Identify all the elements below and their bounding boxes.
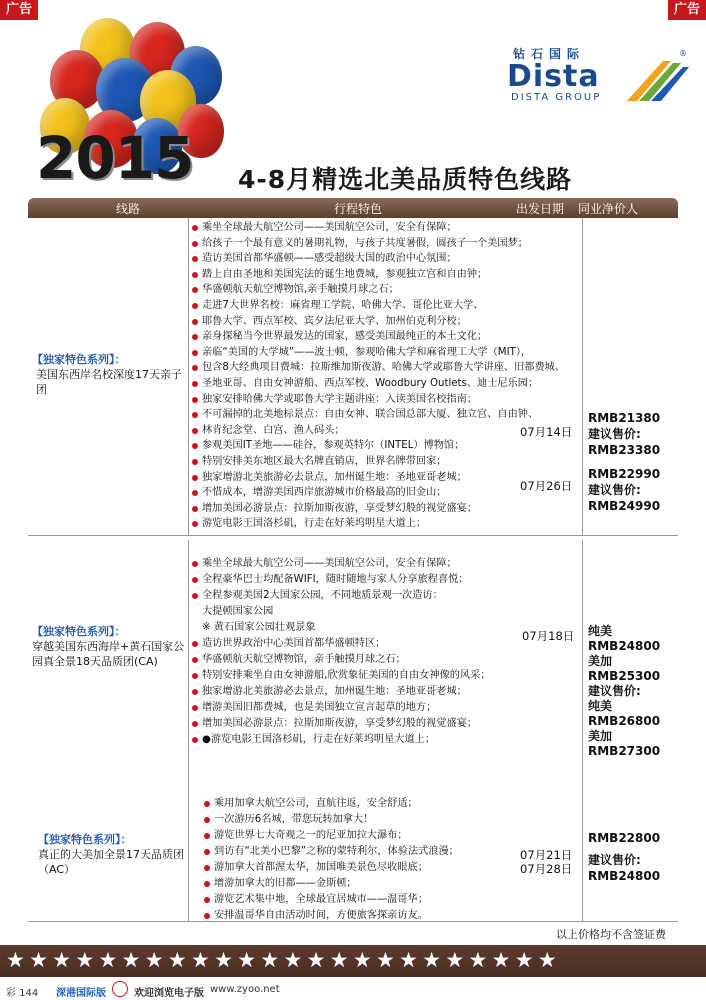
price-cell [588,624,678,759]
table-row [28,790,678,922]
header-features: 行程特色 [334,202,383,216]
feature-item: 耶鲁大学、西点军校、宾夕法尼亚大学、加州伯克利分校； [192,314,565,330]
suggest-label: 建议售价: [588,427,641,441]
logo-cn-text: 钻石国际 [513,47,586,61]
features-list [204,796,459,924]
header-route: 线路 [116,202,141,216]
net-price: RMB21380 [588,411,661,425]
route-tag: 【独家特色系列】： [32,625,126,638]
feature-item: 造访世界政治中心美国首都华盛顿特区； [192,636,491,652]
route-tag: 【独家特色系列】： [38,833,132,846]
feature-item: 增游美国旧都费城，也是美国独立宣言起草的地方； [192,700,491,716]
departure-date: 07月21日 [520,848,573,862]
feature-item: 踏上自由圣地和美国宪法的诞生地费城，参观独立宫和自由钟； [192,267,565,283]
route-name: 真正的大美加全景17天品质团（AC） [38,848,184,876]
registered-mark: ® [679,49,687,58]
title-headline: 4-8月精选北美品质特色线路 [238,165,573,194]
route-cell [32,352,186,397]
footer-brand: 深港国际版 [56,988,106,999]
route-name: 美国东西岸名校深度17天亲子团 [36,368,182,396]
feature-item: 全程豪华巴士均配备WIFI，随时随地与家人分享旅程喜悦； [192,572,491,588]
footer-url[interactable]: www.zyoo.net [210,984,280,995]
star-row: ★★★★★★★★★★★★★★★★★★★★★★★★ [6,948,562,972]
feature-item: 增游加拿大的旧都——金斯顿； [204,876,459,892]
price-cell [588,830,660,884]
table-header [28,198,678,218]
feature-item: 华盛顿航天航空博物馆，亲手触摸月球之石； [192,652,491,668]
table-row [28,540,678,790]
route-cell [38,832,188,877]
dista-logo [505,45,690,105]
feature-item: 华盛顿航天航空博物馆,亲手触摸月球之石； [192,282,565,298]
departure-date: 07月26日 [520,479,573,493]
feature-item: 乘坐全球最大航空公司——美国航空公司，安全有保障； [192,556,491,572]
ad-label-right: 广告 [668,0,706,20]
feature-item: 特别安排乘坐自由女神游船,欣赏象征美国的自由女神像的风采； [192,668,491,684]
price-cell [588,410,660,458]
page-footer [0,980,706,1000]
feature-item: 亲临“美国的大学城”——波士顿，参观哈佛大学和麻省理工大学（MIT）， [192,345,565,361]
table-row [28,218,678,536]
feature-item: 乘坐全球最大航空公司——美国航空公司，安全有保障； [192,220,565,236]
route-cell [32,624,186,669]
net-price-ca: 美加RMB25300 [588,654,661,683]
feature-item: ※ 黄石国家公园壮观景象 [202,622,316,633]
feature-item: 增加美国必游景点：拉斯加斯夜游，享受梦幻般的视觉盛宴； [192,501,565,517]
page-number: 彩 144 [6,988,39,999]
feature-item: 游览世界七大奇观之一的尼亚加拉大瀑布； [204,828,459,844]
feature-item: 一次游历6名城，带您玩转加拿大！ [204,812,459,828]
feature-item: 游览电影王国洛杉矶，行走在好莱坞明星大道上； [192,516,565,532]
suggest-price: RMB24800 [588,869,661,883]
feature-item: 增加美国必游景点：拉斯加斯夜游，享受梦幻般的视觉盛宴； [192,716,491,732]
feature-item: 走进7大世界名校：麻省理工学院、哈佛大学、哥伦比亚大学、 [192,298,565,314]
features-list [192,220,565,532]
departure-date: 07月14日 [520,425,573,439]
departure-date: 07月18日 [522,629,575,643]
feature-item: 全程参观美国2大国家公园，不同地质景观一次造访： [192,588,491,604]
feature-item: 造访美国首都华盛顿——感受超级大国的政治中心氛围； [192,251,565,267]
title-year: 2015 [36,124,194,192]
feature-item: ●游览电影王国洛杉矶，行走在好莱坞明星大道上； [192,732,491,748]
suggest-price-ca: 美加RMB27300 [588,729,661,758]
logo-mark-icon [623,53,689,103]
route-name: 穿越美国东西海岸+黄石国家公园真全景18天品质团(CA) [32,640,185,668]
feature-item: 安排温哥华自由活动时间，方便旅客探亲访友。 [204,908,459,924]
departure-date: 07月28日 [520,862,573,876]
feature-item: 亲身探秘当今世界最发达的国家，感受美国最纯正的本土文化； [192,329,565,345]
net-price: RMB22990 [588,467,661,481]
feature-item: 独家增游北美旅游必去景点，加州诞生地：圣地亚哥老城； [192,684,491,700]
feature-item: 游览艺术集中地，全球最宜居城市——温哥华； [204,892,459,908]
feature-item: 乘用加拿大航空公司，直航往返，安全舒适； [204,796,459,812]
net-price: RMB22800 [588,831,661,845]
feature-item: 特别安排美东地区最大名牌直销店，世界名牌带回家； [192,454,565,470]
feature-item: 游加拿大首都渥太华，加国唯美景色尽收眼底； [204,860,459,876]
zyoo-logo-icon [112,981,128,997]
suggest-price: RMB24990 [588,499,661,513]
logo-sub-text: DISTA GROUP [511,92,602,103]
feature-item: 不可漏掉的北美地标景点：自由女神、联合国总部大厦、独立宫、自由钟、 [192,407,565,423]
features-list [192,556,491,748]
suggest-label: 建议售价: [588,684,641,698]
header-price: 同业净价人 [578,202,639,216]
suggest-label: 建议售价: [588,853,641,867]
departure-dates [520,848,572,876]
feature-item: 给孩子一个最有意义的暑期礼物，与孩子共度暑假，圆孩子一个美国梦； [192,236,565,252]
footer-promo: 欢迎浏览电子版 [134,988,204,999]
logo-main-text: Dista [507,59,600,94]
suggest-price: RMB23380 [588,443,661,457]
feature-item: 林肯纪念堂、白宫、渔人码头； [192,423,565,439]
net-price-pure: 纯美RMB24800 [588,624,661,653]
feature-item: 独家增游北美旅游必去景点，加州诞生地：圣地亚哥老城； [192,470,565,486]
suggest-price-pure: 纯美RMB26800 [588,699,661,728]
feature-item: 到访有“北美小巴黎”之称的蒙特利尔，体验法式浪漫； [204,844,459,860]
header-date: 出发日期 [516,202,565,216]
price-note: 以上价格均不含签证费 [556,928,666,941]
price-cell [588,466,660,514]
feature-item: 包含8大经典项目费城：拉斯维加斯夜游、哈佛大学或耶鲁大学讲座、旧都费城、 [192,360,565,376]
feature-item: 不惜成本，增游美国西岸旅游城市价格最高的旧金山； [192,485,565,501]
feature-item: 大提顿国家公园 [202,606,274,617]
star-banner [0,945,706,977]
route-tag: 【独家特色系列】： [32,353,126,366]
feature-item: 参观美国IT圣地——硅谷，参观英特尔（INTEL）博物馆； [192,438,565,454]
ad-label-left: 广告 [0,0,38,20]
feature-item: 圣地亚哥、自由女神游船、西点军校、Woodbury Outlets、迪士尼乐园； [192,376,565,392]
feature-item: 独家安排哈佛大学或耶鲁大学主题讲座：入读美国名校指南； [192,392,565,408]
suggest-label: 建议售价: [588,483,641,497]
